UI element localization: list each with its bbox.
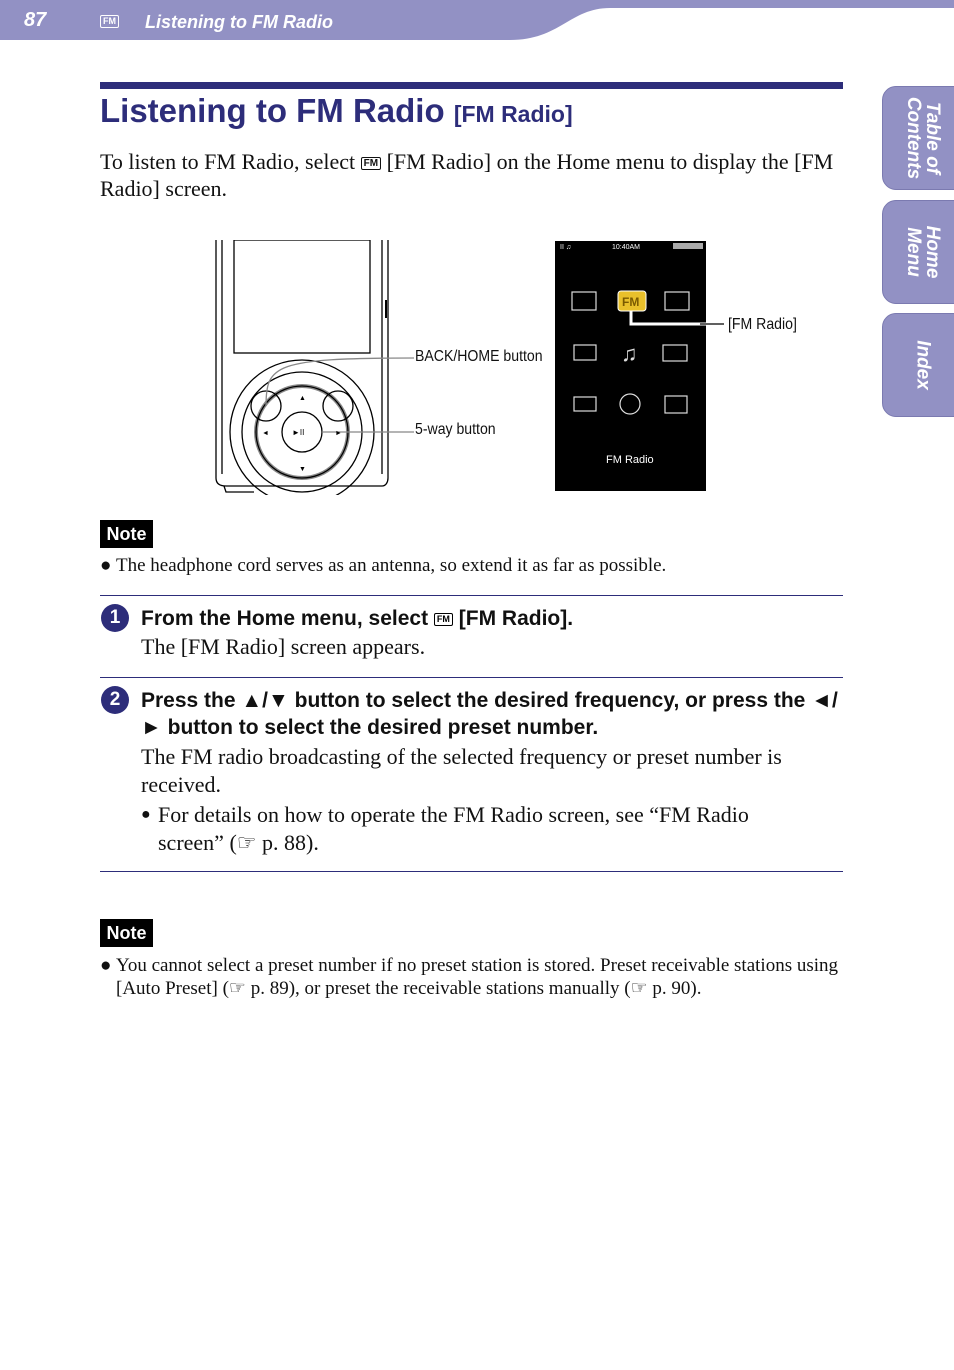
step-body: The FM radio broadcasting of the selected frequency or preset number is received. (141, 744, 782, 797)
home-menu-screen (555, 241, 706, 491)
podcast-icon (665, 292, 689, 310)
fm-tile-text: FM (622, 295, 640, 309)
step-bullet-text: p. 88). (256, 830, 319, 855)
note-body: p. 89), or preset the receivable stations manually ( (245, 978, 631, 999)
title-rule (100, 82, 843, 89)
title-sub: [FM Radio] (453, 101, 573, 127)
tab-index[interactable] (882, 313, 954, 417)
tab-table-of-contents[interactable] (882, 86, 954, 190)
playing-icon (620, 394, 640, 414)
right-arrow-icon: ► (335, 430, 342, 437)
note-body: You cannot select a preset number if no preset station is stored. Preset receivable stations using [Auto Preset] ( (116, 955, 839, 999)
music-icon: ♫ (621, 341, 638, 366)
fm-radio-icon: FM (100, 15, 119, 28)
note-body: p. 90). (647, 978, 702, 999)
note-badge: Note (100, 520, 153, 548)
step-bullet (141, 801, 808, 857)
note-body: The headphone cord serves as an antenna, so extend it as far as possible. (116, 555, 667, 576)
step-heading (141, 605, 841, 632)
five-way-label: 5-way button (415, 421, 496, 438)
video-icon (572, 292, 596, 310)
header-title: Listening to FM Radio (145, 12, 333, 32)
divider (100, 871, 843, 872)
bullet-icon: ● (100, 555, 112, 576)
status-icons: II ♫ (560, 244, 572, 251)
step-heading: Press the ▲/▼ button to select the desired frequency, or press the ◄/► button to select the desired preset number. (141, 689, 838, 739)
fm-radio-leader-line (700, 323, 725, 327)
bullet-icon: ● (100, 955, 112, 976)
screen-graphics (555, 241, 706, 491)
header-shape (0, 0, 954, 40)
reference-icon: ☞ (630, 978, 648, 999)
step-body: The [FM Radio] screen appears. (141, 634, 426, 659)
note-badge: Note (100, 919, 153, 947)
tab-label: Home Menu (903, 225, 943, 279)
movie-icon (663, 345, 687, 361)
step-bullet-text: For details on how to operate the FM Radio screen, see “FM Radio screen” ( (158, 802, 749, 855)
intro-paragraph (100, 148, 840, 202)
playlist-icon (665, 396, 687, 413)
settings-icon (574, 397, 596, 411)
tab-home-menu[interactable] (882, 200, 954, 304)
step-number: 2 (101, 686, 129, 714)
intro-text-2: [FM Radio] on the Home menu to display the [FM Radio] screen. (100, 149, 834, 201)
page-number: 87 (24, 9, 47, 31)
down-arrow-icon: ▼ (299, 466, 306, 473)
player-illustration (214, 240, 544, 495)
step-heading-text: From the Home menu, select (141, 607, 429, 630)
tab-label: Index (912, 340, 934, 390)
tab-label: Table of Contents (903, 96, 943, 180)
note-text (100, 554, 845, 577)
play-pause-icon: ►II (292, 428, 305, 437)
intro-text-1: To listen to FM Radio, select (100, 149, 356, 174)
note-text (100, 954, 845, 1000)
fm-radio-icon: FM (434, 613, 453, 626)
battery-icon (673, 243, 703, 249)
screen-caption: FM Radio (606, 454, 654, 466)
divider (100, 595, 843, 596)
step-heading-text: [FM Radio]. (458, 607, 574, 630)
clock: 10:40AM (612, 244, 641, 251)
fm-radio-icon: FM (361, 157, 381, 170)
header-band (0, 0, 954, 40)
reference-icon: ☞ (236, 830, 257, 855)
left-arrow-icon: ◄ (262, 430, 269, 437)
fm-radio-label: [FM Radio] (728, 316, 797, 333)
step-number: 1 (101, 604, 129, 632)
page-title (100, 92, 573, 130)
bullet-icon: ● (141, 806, 151, 823)
divider (100, 677, 843, 678)
back-home-label: BACK/HOME button (415, 348, 543, 365)
reference-icon: ☞ (228, 978, 246, 999)
photo-icon (574, 345, 596, 360)
title-main: Listening to FM Radio (100, 92, 445, 129)
up-arrow-icon: ▲ (299, 395, 306, 402)
